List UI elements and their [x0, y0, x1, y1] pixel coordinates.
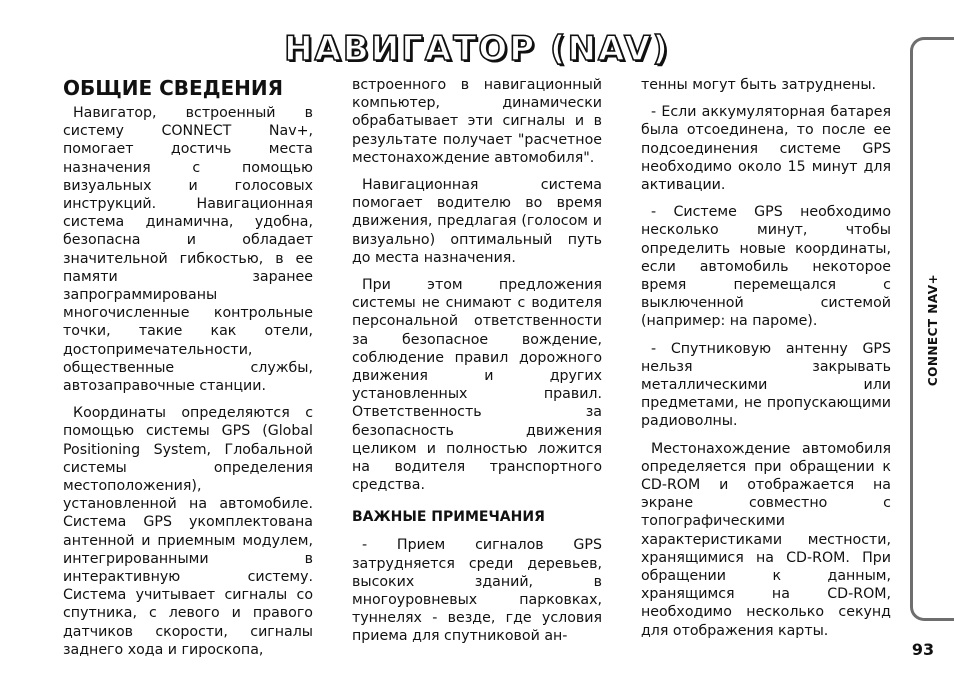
paragraph-driver-assistance: Навигационная система помогает водителю во время движения, предлагая (голосом и визуально) оптимальный путь до места назначения.	[352, 177, 602, 266]
paragraph-note-signal-reception: - Прием сигналов GPS затрудняется среди деревьев, высоких зданий, в многоуровневых парковках, туннелях - везде, где условия приема для спутниковой ан-	[352, 537, 602, 645]
column-left	[63, 76, 313, 668]
section-heading-general: ОБЩИЕ СВЕДЕНИЯ	[63, 76, 284, 100]
paragraph-continued: тенны могут быть затруднены.	[641, 77, 877, 93]
paragraph-note-antenna: - Спутниковую антенну GPS нельзя закрывать металлическими или предметами, не пропускающими радиоволны.	[641, 340, 891, 430]
paragraph-navigator-intro: Навигатор, встроенный в систему CONNECT Nav+, помогает достичь места назначения с помощью визуальных и голосовых инструкций. Навигационная система динамична, удобна, безопасна и обладает значительной гибкостью, в ее памяти заранее запрограммированы многочисленные контрольные точки, такие как отели, достопримечательности, общественные службы, автозаправочные станции.	[63, 105, 313, 395]
paragraph-continued: встроенного в навигационный компьютер, динамически обрабатывает эти сигналы и в результате получает "расчетное местонахождение автомобиля".	[352, 77, 602, 166]
paragraph-location-cdrom: Местонахождение автомобиля определяется при обращении к CD-ROM и отображается на экране совместно с топографическими характеристиками местности, хранящимися на CD-ROM. При обращении к данным, хранящимся на CD-ROM, необходимо несколько секунд для отображения карты.	[641, 440, 891, 639]
section-heading-important-notes: ВАЖНЫЕ ПРИМЕЧАНИЯ	[352, 509, 545, 526]
paragraph-driver-responsibility: При этом предложения системы не снимают с водителя персональной ответственности за безопасное вождение, соблюдение правил дорожного движения и других установленных правил. Ответственность за безопасность движения целиком и полностью ложится на водителя транспортного средства.	[352, 277, 602, 494]
paragraph-note-new-coordinates: - Системе GPS необходимо несколько минут, чтобы определить новые координаты, если автомобиль некоторое время перемещался с выключенной системой (например: на пароме).	[641, 204, 891, 330]
side-tab-label: CONNECT NAV+	[926, 273, 940, 387]
page-title: НАВИГАТОР (NAV)	[284, 29, 670, 69]
column-right	[641, 76, 891, 649]
paragraph-note-battery: - Если аккумуляторная батарея была отсоединена, то после ее подсоединения системе GPS необходимо около 15 минут для активации.	[641, 104, 891, 194]
paragraph-gps-coordinates: Координаты определяются с помощью системы GPS (Global Positioning System, Глобальной системы определения местоположения), установленной на автомобиле. Система GPS укомплектована антенной и приемным модулем, интегрированными в интерактивную систему. Система учитывает сигналы со спутника, с левого и правого датчиков скорости, сигналы заднего хода и гироскопа,	[63, 405, 313, 658]
column-middle	[352, 76, 602, 655]
page-number: 93	[911, 640, 935, 659]
